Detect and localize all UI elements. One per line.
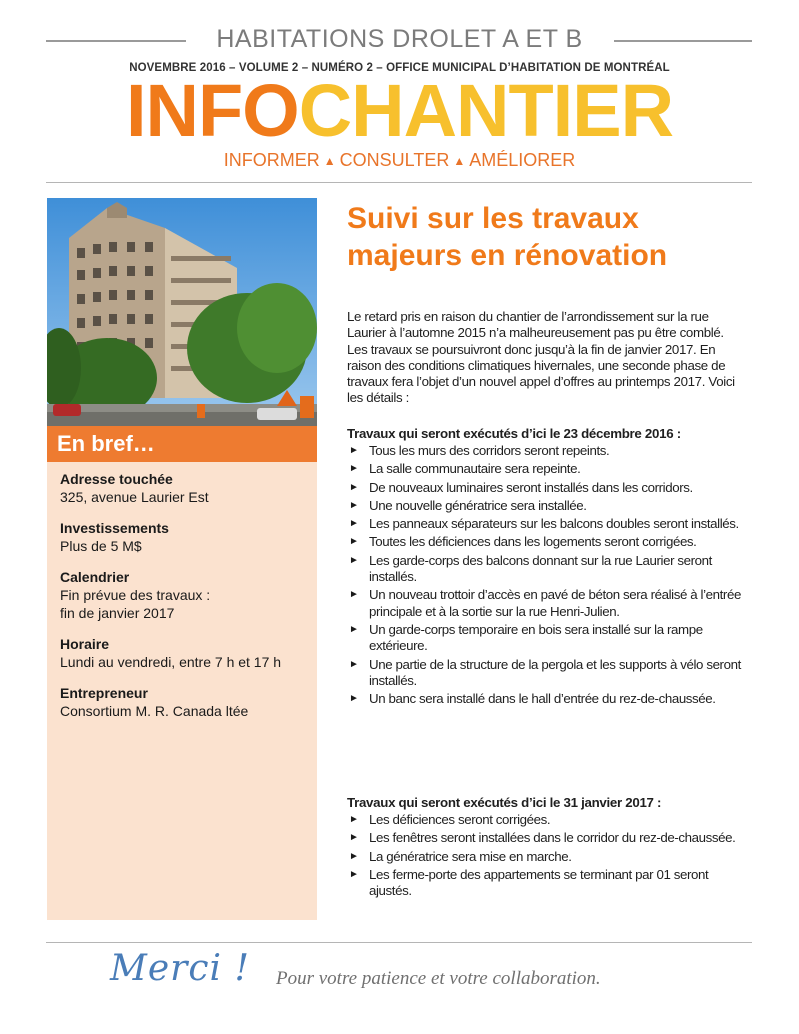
brand-logo bbox=[0, 70, 799, 151]
building-photo bbox=[47, 198, 317, 426]
footer-divider bbox=[46, 942, 752, 943]
list-item: ► Les ferme-porte des appartements se terminant par 01 seront ajustés. bbox=[349, 866, 709, 899]
bullet-icon: ► bbox=[349, 518, 359, 530]
section-january bbox=[347, 794, 752, 901]
section-title: Travaux qui seront exécutés d’ici le 23 décembre 2016 : bbox=[347, 426, 681, 441]
issue-line: NOVEMBRE 2016 – VOLUME 2 – NUMÉRO 2 – OFFICE MUNICIPAL D’HABITATION DE MONTRÉAL bbox=[129, 62, 670, 74]
list-item: ► Les déficiences seront corrigées. bbox=[349, 812, 551, 827]
fact-label: Entrepreneur bbox=[60, 685, 148, 701]
triangle-icon: ▲ bbox=[323, 154, 336, 168]
list-item: ► Un banc sera installé dans le hall d’entrée du rez-de-chaussée. bbox=[349, 691, 716, 707]
bullet-icon: ► bbox=[349, 623, 359, 635]
section-december bbox=[347, 425, 752, 709]
list-item: ► Tous les murs des corridors seront repeints. bbox=[349, 443, 610, 458]
fact-value: Fin prévue des travaux : fin de janvier 2017 bbox=[60, 587, 211, 621]
fact-contractor bbox=[60, 684, 310, 720]
bullet-icon: ► bbox=[349, 445, 359, 456]
list-item: ► La génératrice sera mise en marche. bbox=[349, 848, 572, 864]
list-item: ► Les fenêtres seront installées dans le corridor du rez-de-chaussée. bbox=[349, 830, 736, 846]
list-item: ► Une nouvelle génératrice sera installée. bbox=[349, 497, 587, 513]
thanks-line: Pour votre patience et votre collaboration. bbox=[276, 968, 601, 989]
fact-label: Adresse touchée bbox=[60, 471, 173, 487]
bullet-icon: ► bbox=[349, 850, 359, 862]
header-divider bbox=[46, 182, 752, 183]
fact-hours bbox=[60, 635, 310, 671]
list-item: ► Un garde-corps temporaire en bois sera installé sur la rampe extérieure. bbox=[349, 621, 703, 654]
list-item: ► Une partie de la structure de la pergola et les supports à vélo seront installés. bbox=[349, 656, 741, 688]
fact-label: Investissements bbox=[60, 520, 169, 536]
brand-info: INFO bbox=[125, 69, 299, 152]
bullet-icon: ► bbox=[349, 589, 359, 601]
facts-list bbox=[60, 470, 310, 733]
bullet-list bbox=[347, 443, 752, 707]
list-item: ► Toutes les déficiences dans les logements seront corrigées. bbox=[349, 534, 697, 550]
list-item: ► Un nouveau trottoir d’accès en pavé de béton sera réalisé à l’entrée principale et à la sortie sur la rue Henri-Julien. bbox=[349, 587, 741, 619]
fact-schedule bbox=[60, 568, 310, 622]
fact-value: Consortium M. R. Canada ltée bbox=[60, 703, 249, 719]
fact-label: Calendrier bbox=[60, 569, 130, 585]
bullet-icon: ► bbox=[349, 554, 359, 566]
bullet-icon: ► bbox=[349, 814, 359, 825]
list-item: ► Les garde-corps des balcons donnant sur la rue Laurier seront installés. bbox=[349, 552, 712, 585]
bullet-icon: ► bbox=[349, 536, 359, 548]
triangle-icon: ▲ bbox=[453, 154, 466, 168]
tagline-word: INFORMER bbox=[223, 150, 320, 170]
tagline bbox=[0, 150, 799, 171]
brand-chantier: CHANTIER bbox=[298, 69, 674, 152]
fact-investment bbox=[60, 519, 310, 555]
bullet-icon: ► bbox=[349, 868, 359, 880]
fact-value: 325, avenue Laurier Est bbox=[60, 489, 209, 505]
tagline-word: CONSULTER bbox=[339, 150, 450, 170]
section-title: Travaux qui seront exécutés d’ici le 31 janvier 2017 : bbox=[347, 795, 662, 810]
fact-value: Plus de 5 M$ bbox=[60, 538, 142, 554]
fact-value: Lundi au vendredi, entre 7 h et 17 h bbox=[60, 654, 282, 670]
article-intro: Le retard pris en raison du chantier de l’arrondissement sur la rue Laurier à l’automne 2015 n’a malheureusement pas pu être comblé. Les travaux se poursuivront donc jusqu’à la fin de janvier 2017. En raison des conditions climatiques hivernales, une seconde phase de travaux fera l’objet d’un nouvel appel d’offres au printemps 2017. Voici les détails : bbox=[347, 309, 735, 406]
bullet-icon: ► bbox=[349, 481, 359, 493]
bullet-icon: ► bbox=[349, 693, 359, 705]
list-item: ► Les panneaux séparateurs sur les balcons doubles seront installés. bbox=[349, 516, 739, 532]
bullet-icon: ► bbox=[349, 499, 359, 511]
tagline-word: AMÉLIORER bbox=[469, 150, 576, 170]
list-item: ► La salle communautaire sera repeinte. bbox=[349, 461, 581, 477]
bullet-icon: ► bbox=[349, 463, 359, 475]
sidebar-header: En bref… bbox=[47, 426, 317, 462]
bullet-icon: ► bbox=[349, 658, 359, 670]
fact-address bbox=[60, 470, 310, 506]
article-headline: Suivi sur les travaux majeurs en rénovation bbox=[347, 202, 668, 272]
list-item: ► De nouveaux luminaires seront installés dans les corridors. bbox=[349, 479, 693, 495]
bullet-icon: ► bbox=[349, 832, 359, 844]
publication-title: HABITATIONS DROLET A ET B bbox=[0, 25, 799, 54]
fact-label: Horaire bbox=[60, 636, 110, 652]
merci-signature: Merci ! bbox=[110, 948, 250, 989]
bullet-list bbox=[347, 812, 752, 899]
